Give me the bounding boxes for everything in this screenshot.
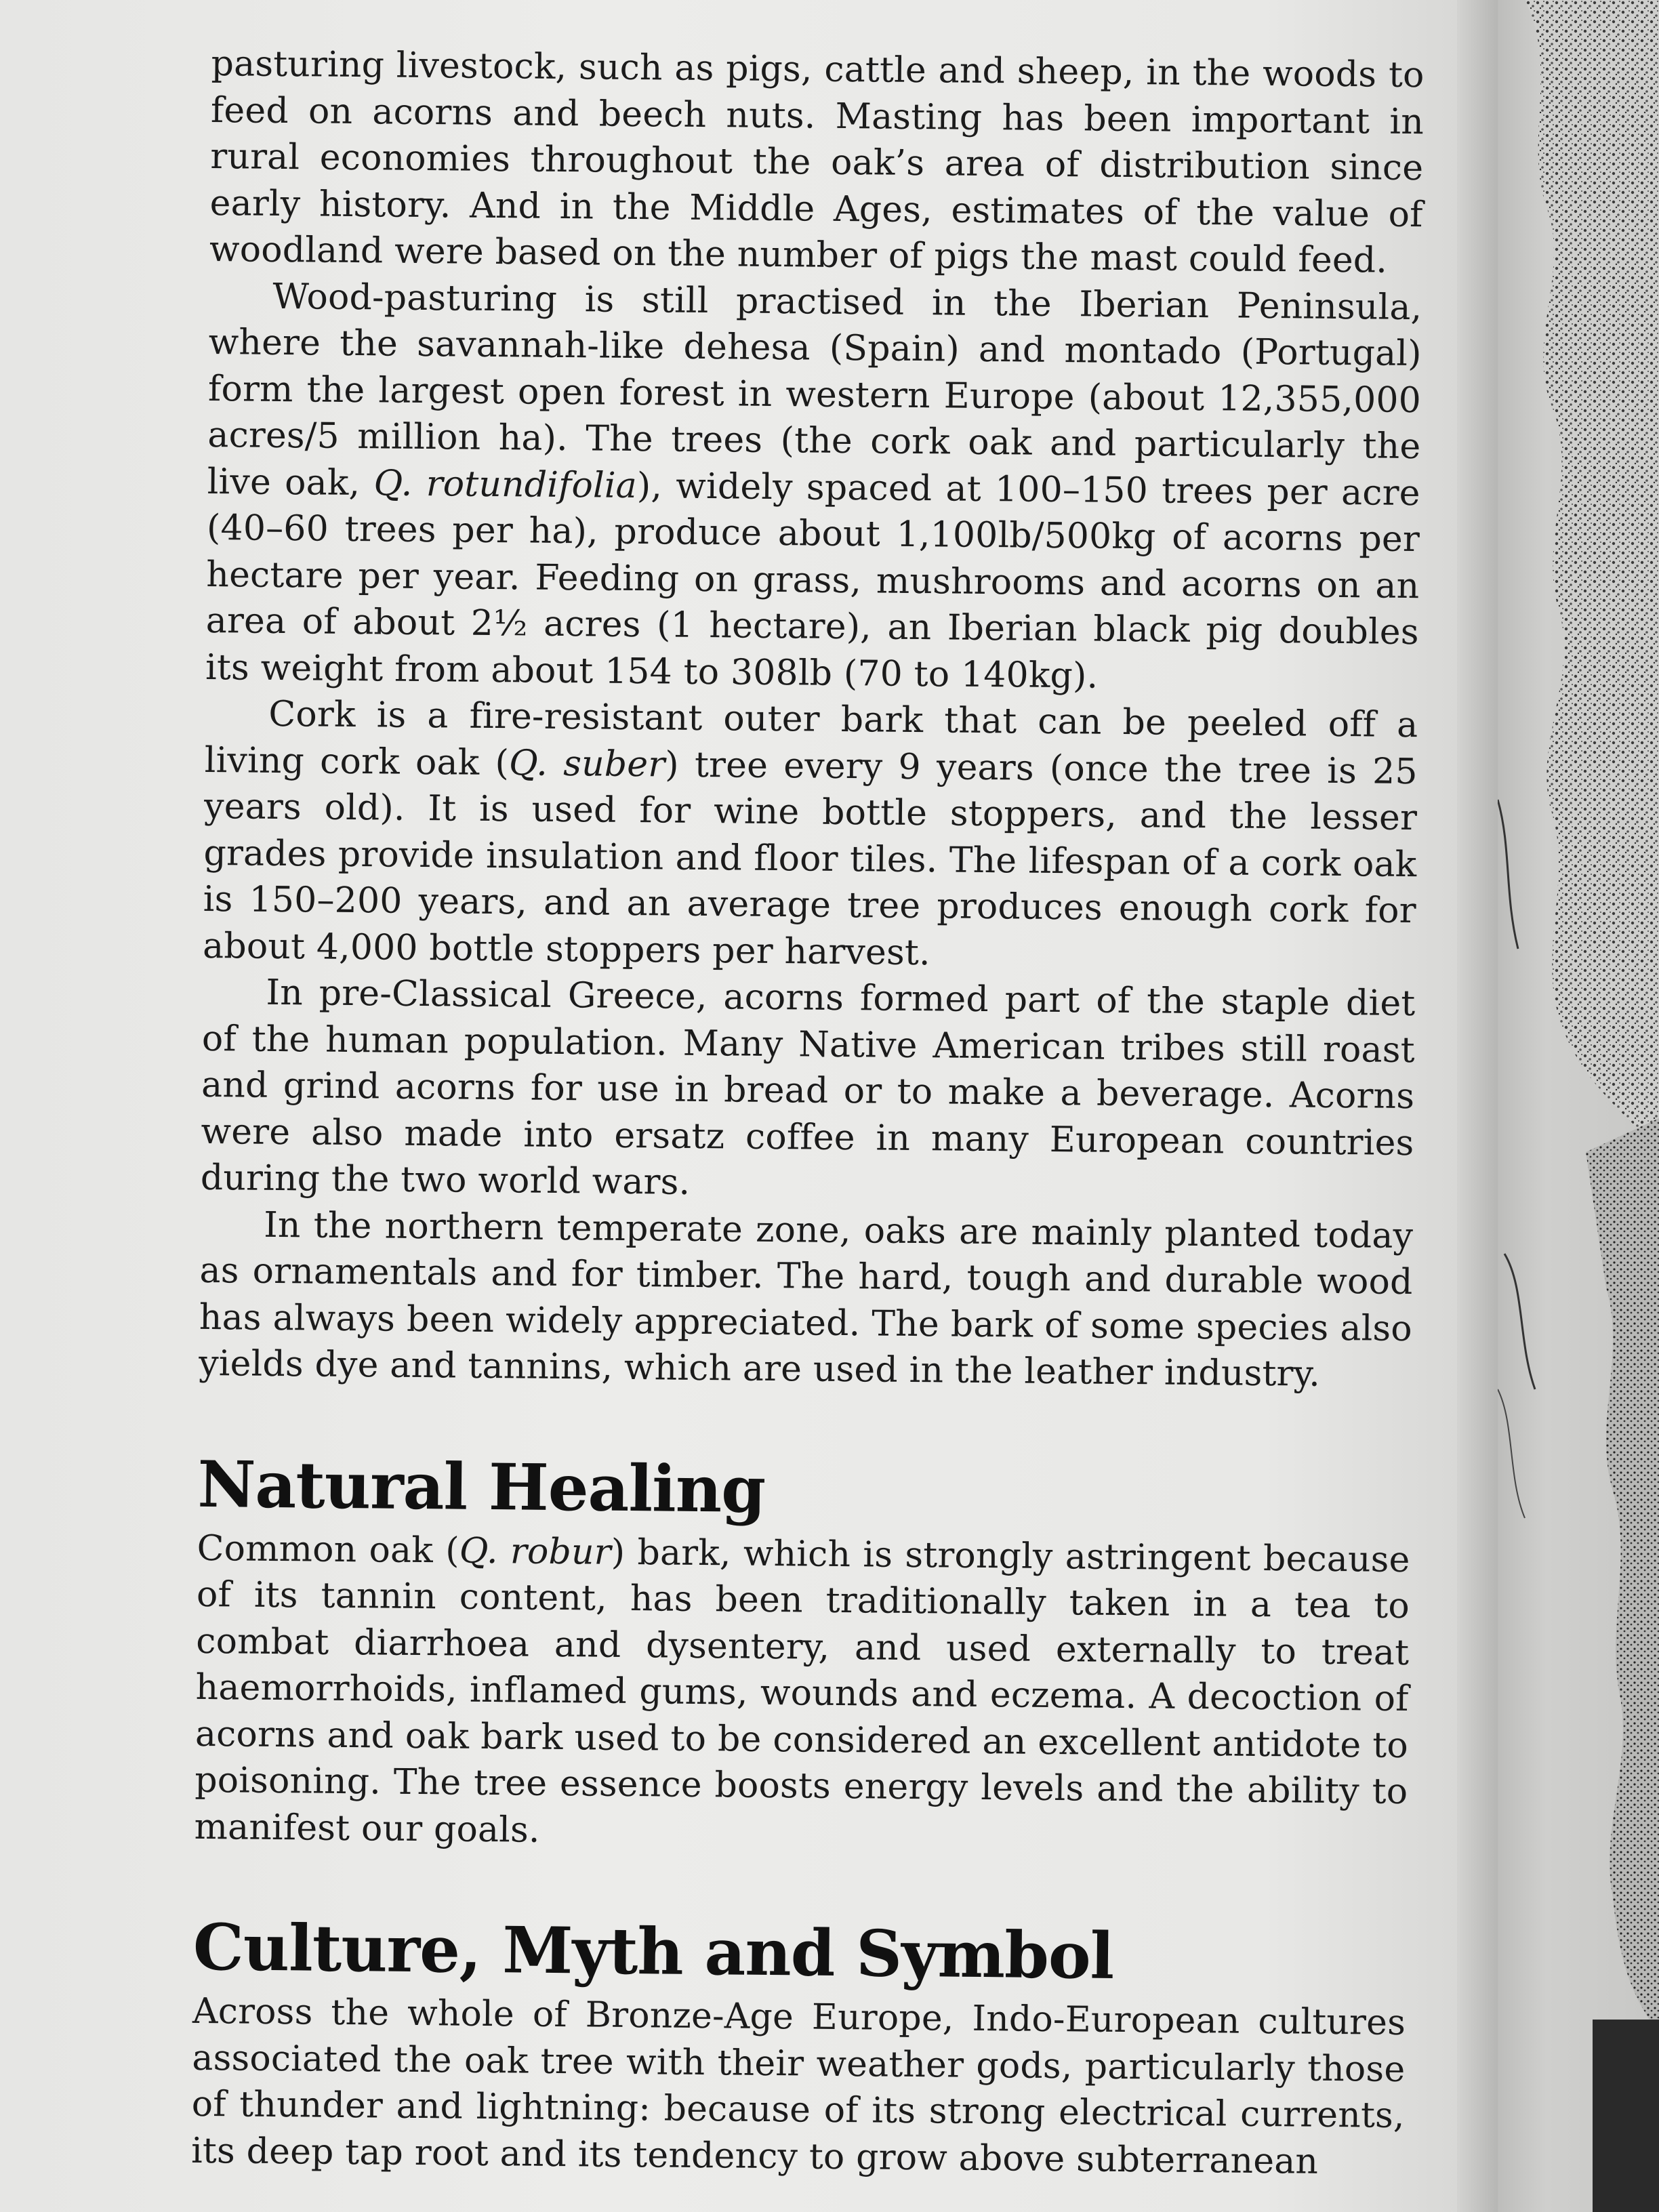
latin-name: Q. robur [459, 1530, 612, 1573]
text-run: ) bark, which is strongly astringent because of its tannin content, has been traditionally taken in a tea to combat diarrhoea and dysentery, and used externally to treat haemorrhoids, inflamed gums, wounds and eczema. A decoction of acorns and oak bark used to be considered an excellent antidote to poisoning. The tree essence boosts energy levels and the ability to manifest our goals. [194, 1532, 1410, 1851]
paragraph-natural-healing [194, 1525, 1410, 1862]
paragraph-cork [203, 691, 1418, 981]
facing-page-illustration [1498, 0, 1659, 2212]
latin-name: Q. suber [508, 742, 665, 785]
paragraph-timber: In the northern temperate zone, oaks are mainly planted today as ornamentals and for timber. The hard, tough and durable wood has always been widely appreciated. The bark of some species also yields dye and tannins, which are used in the leather industry. [198, 1204, 1414, 1395]
paragraph-culture: Across the whole of Bronze-Age Europe, Indo-European cultures associated the oak tree with their weather gods, particularly those of thunder and lightning: because of its strong electrical currents, its deep tap root and its tendency to grow above subterranean [190, 1990, 1406, 2182]
latin-name: Q. rotundifolia [373, 462, 638, 506]
text-run: ), widely spaced at 100–150 trees per acre (40–60 trees per ha), produce about 1,100lb/500kg of acorns per hectare per year. Feeding on grass, mushrooms and acorns on an area of about 2½ acres (1 hectare), an Iberian black pig doubles its weight from about 154 to 308lb (70 to 140kg). [205, 465, 1420, 697]
page-text-column [191, 41, 1425, 2186]
section-heading-natural-healing: Natural Healing [197, 1447, 766, 1528]
text-run: ) tree every 9 years (once the tree is 25 years old). It is used for wine bottle stoppers, and the lesser grades provide insulation and floor tiles. The lifespan of a cork oak is 150–200 years, and an average tree produces enough cork for about 4,000 bottle stoppers per harvest. [202, 743, 1418, 973]
paragraph-wood-pasturing [205, 272, 1422, 702]
paragraph-masting: pasturing livestock, such as pigs, cattle and sheep, in the woods to feed on acorns and beech nuts. Masting has been important in rural economies throughout the oak’s area of distribution since early history. And in the Middle Ages, estimates of the value of woodland were based on the number of pigs the mast could feed. [209, 43, 1425, 281]
paragraph-acorns-diet: In pre-Classical Greece, acorns formed part of the staple diet of the human population. Many Native American tribes still roast and grind acorns for use in bread or to make a beverage. Acorns were also made into ersatz coffee in many European countries during the two world wars. [200, 972, 1416, 1203]
text-run: Cork is a fire-resistant outer bark that can be peeled off a living cork oak ( [204, 693, 1418, 783]
text-run: Common oak ( [197, 1528, 460, 1572]
section-heading-culture: Culture, Myth and Symbol [192, 1910, 1114, 1994]
tree-engraving-illustration [1498, 0, 1659, 2212]
text-run: Wood-pasturing is still practised in the Iberian Peninsula, where the savannah-like dehesa (Spain) and montado (Portugal) form the largest open forest in western Europe (about 12,355,000 acres/5 million ha). The trees (the cork oak and particularly the live oak, [207, 276, 1422, 504]
